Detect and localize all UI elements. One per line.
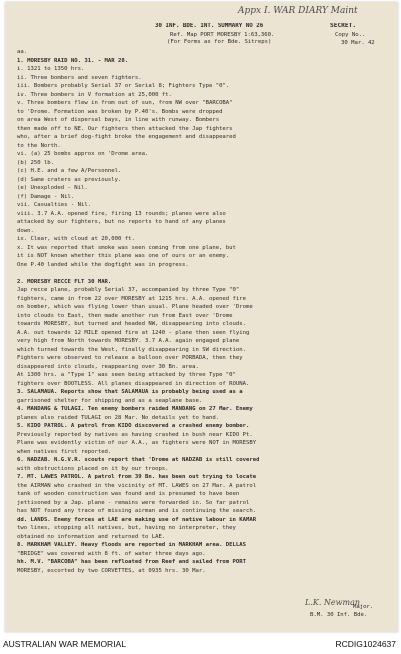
body-line: ix. Clear, with cloud at 20,000 ft. [17, 236, 135, 242]
body-line: 3. SALAMAUA. Reports show that SALAMAUA is probably being used as a [17, 389, 243, 395]
body-line: towards MORESBY, but turned and headed NW, disappearing into clouds. [17, 321, 247, 327]
body-line: to the North. [17, 142, 61, 149]
body-line: vi. (a) 25 bombs approx on 'Drome area. [17, 151, 149, 157]
body-line: iv. Three bombers in V formation at 25,000 ft. [17, 91, 172, 98]
body-line: on area West of dispersal bays, in line with runway. Bombers [17, 117, 220, 123]
body-line: attacked by our fighters, but no reports to hand of any planes [17, 219, 226, 225]
body-line: 7. MT. LAWES PATROL. A patrol from 39 Bn. has been out trying to locate [17, 474, 257, 480]
body-line: fighters over BOOTLESS. All planes disappeared in direction of ROUNA. [17, 380, 250, 387]
body-line: iii. Bombers probably Serial 37 or Serial 8; Fighters Type "0". [17, 83, 230, 89]
body-line: hh. M.V. "BARCOBA" has been refloated from Reef and sailed from PORT [17, 559, 247, 565]
body-line: A.A. out towards 12 MILE opened fire at 1240 - plane then seen flying [17, 329, 250, 336]
body-line: viii. 3.7 A.A. opened fire, firing 13 rounds; planes were also [17, 210, 226, 217]
body-line: the AIRMAN who crashed in the vicinity of MT. LAWES on 27 Mar. A patrol [17, 482, 257, 489]
body-line: vii. Casualties - Nil. [17, 202, 92, 208]
body-line: aa. [17, 49, 28, 55]
body-line: into clouds to East, then made another run from East over 'Drome [17, 312, 233, 319]
body-line: At 1300 hrs. a "Type 1" was seen being attacked by three Type "0" [17, 372, 236, 378]
body-line: One P.40 landed while the dogfight was in progress. [17, 261, 189, 268]
body-line: disappeared into clouds, reappearing over 30 Bn. area. [17, 363, 199, 370]
body-line: Jap recce plane, probably Serial 37, accompanied by three Type "0" [17, 287, 240, 293]
body-line: Plane was evidently victim of our A.A., as fighters were NOT in MORESBY [17, 440, 257, 446]
body-line: which turned towards the West, finally disappearing in SW direction. [17, 346, 247, 353]
signature: L.K. Newman [305, 598, 361, 607]
body-line: two lines, stopping all natives, but, having no interpreter, they [17, 525, 236, 531]
body-line: jettisoned by a Jap. plane - remains were forwarded in. So far patrol [17, 499, 250, 506]
signatory-rank: Major. [353, 604, 374, 610]
body-line: then made off to NE. Our fighters then attacked the Jap fighters [17, 125, 233, 132]
body-line: (e) Unexploded - Nil. [17, 185, 88, 191]
body-line: (b) 250 lb. [17, 159, 55, 166]
body-line: (c) H.E. and a few A/Personnel. [17, 168, 122, 174]
body-line: dd. LANDS. Enemy forces at LAE are making use of native labour in KAMAR [17, 516, 257, 523]
body-line: has NOT found any trace of missing airman and is continuing the search. [17, 508, 257, 514]
body-line: on bomber, which was flying lower than usual. Plane headed over 'Drome [17, 304, 253, 310]
document-date: 30 Mar. 42 [341, 40, 375, 46]
body-line: "BRIDGE" was covered with 8 ft. of water three days ago. [17, 550, 206, 557]
body-line: 4. MANDANG & TULAGI. Ten enemy bombers raided MANDANG on 27 Mar. Enemy [17, 406, 253, 412]
body-line: when natives first reported. [17, 448, 112, 455]
body-line: Previously reported by natives as having crashed in bush near KIDO Pt. [17, 431, 253, 438]
map-reference: Ref. Map PORT MORESBY 1:63,360. [170, 32, 275, 38]
body-line: ii. Three bombers and seven fighters. [17, 74, 142, 81]
body-line: v. Three bombers flew in from out of sun, from NW over "BARCOBA" [17, 100, 233, 106]
body-line: garrisoned shelter for shipping and as a seaplane base. [17, 397, 203, 404]
body-line: planes also raided TULAGI on 28 Mar. No details yet to hand. [17, 414, 220, 421]
body-line: down. [17, 227, 34, 234]
body-line: (d) Same craters as previously. [17, 176, 122, 183]
body-line: Fighters were observed to release a balloon over PORBADA, then they [17, 355, 243, 361]
body-line: (f) Damage - Nil. [17, 193, 75, 200]
body-line: to 'Drome. Formation was broken by P.40's. Bombs were dropped [17, 108, 223, 115]
record-id: RCDIG1024637 [335, 639, 396, 649]
handwritten-annotation: Appx I. WAR DIARY Maint [238, 6, 358, 16]
body-line: very high from North towards MORESBY. 3.7 A.A. again engaged plane [17, 338, 240, 344]
body-line: 1. MORESBY RAID NO. 31. - MAR 28. [17, 57, 129, 64]
body-line: tank of wooden construction was found and is presumed to have been [17, 491, 240, 497]
body-line: i. 1321 to 1350 hrs. [17, 66, 85, 72]
body-line: MORESBY, escorted by two CORVETTES, at 0935 hrs. 30 Mar. [17, 567, 206, 574]
document-page [5, 2, 398, 632]
copy-number: Copy No.. [335, 32, 366, 38]
body-line: 8. MARKHAM VALLEY. Heavy floods are reported in MARKHAM area. DELLAS [17, 542, 247, 548]
classification-label: SECRET. [330, 23, 357, 29]
body-line: obtained no information and returned to LAE. [17, 533, 166, 540]
archive-footer [0, 634, 401, 654]
body-line: 2. MORESBY RECCE FLT 30 MAR. [17, 278, 112, 285]
document-title: 30 INF. BDE. INT. SUMMARY NO 26 [155, 23, 264, 29]
map-reference-note: (For Forms as for Bde. Sitreps) [167, 39, 272, 45]
body-line: x. It was reported that smoke was seen coming from one plane, but [17, 244, 236, 251]
signatory-role: B.M. 30 Inf. Bde. [310, 612, 368, 618]
body-line: with obstructions placed on it by our troops. [17, 465, 169, 472]
body-line: who, after a brief dog-fight broke the engagement and disappeared [17, 134, 236, 140]
body-line: 6. NADZAB. N.G.V.R. scouts report that 'Drome at NADZAB is still covered [17, 457, 260, 463]
body-line: 5. KIDO PATROL. A patrol from KIDO discovered a crashed enemy bomber. [17, 423, 250, 429]
archive-name: AUSTRALIAN WAR MEMORIAL [3, 639, 126, 649]
body-line: fighters, came in from 22 over MORESBY at 1215 hrs. A.A. opened fire [17, 295, 247, 302]
body-line: it is NOT known whether this plane was one of ours or an enemy. [17, 253, 230, 259]
